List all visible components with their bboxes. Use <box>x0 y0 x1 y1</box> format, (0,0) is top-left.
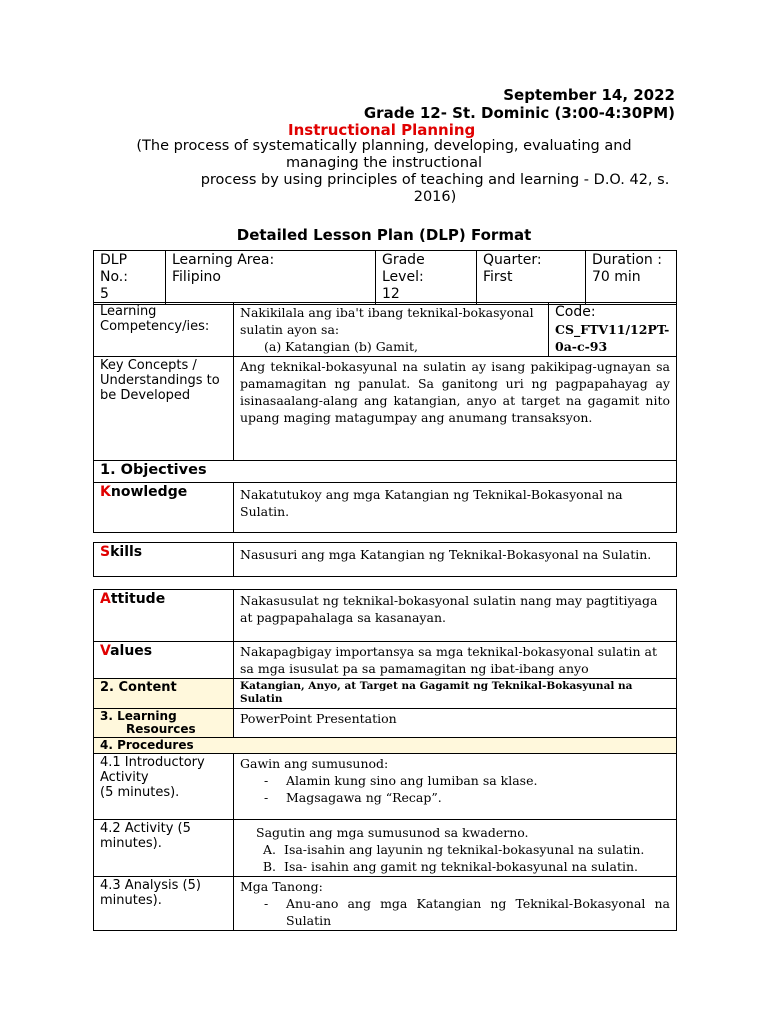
skills-rest: kills <box>110 544 143 560</box>
key-concepts-label: Key Concepts / Understandings to be Developed <box>94 357 234 461</box>
dlp-title: Detailed Lesson Plan (DLP) Format <box>236 226 532 244</box>
skills-text: Nasusuri ang mga Katangian ng Teknikal-Bokasyonal na Sulatin. <box>234 543 677 577</box>
analysis-content <box>234 877 677 931</box>
dlp-no-label: DLP No.: <box>100 252 128 285</box>
learning-area-label: Learning Area: <box>172 252 275 268</box>
content-label: 2. Content <box>94 679 234 709</box>
knowledge-rest: nowledge <box>110 484 188 500</box>
resources-label <box>94 709 234 738</box>
dlp-info-table <box>93 250 677 305</box>
competency-cell <box>234 303 549 357</box>
duration-value: 70 min <box>592 269 641 285</box>
duration-label: Duration : <box>592 252 662 268</box>
values-first-letter: V <box>100 643 111 659</box>
description-text-1: (The process of systematically planning, developing, evaluating and managing the instructional <box>136 138 632 171</box>
grade-section: Grade 12- St. Dominic (3:00-4:30PM) <box>363 104 675 122</box>
intro-minutes: (5 minutes). <box>100 785 180 800</box>
quarter-label: Quarter: <box>483 252 542 268</box>
content-text: Katangian, Anyo, at Target na Gagamit ng Teknikal-Bokasyunal na Sulatin <box>234 679 677 709</box>
attitude-label <box>94 590 234 642</box>
intro-list <box>240 772 670 806</box>
intro-lead: Gawin ang sumusunod: <box>240 756 389 771</box>
list-item: - Anu-ano ang mga Katangian ng Teknikal-Bokasyonal na Sulatin <box>260 895 670 929</box>
learning-area-cell <box>166 251 376 305</box>
learning-area-value: Filipino <box>172 269 221 285</box>
resources-text: PowerPoint Presentation <box>234 709 677 738</box>
quarter-cell <box>477 251 586 305</box>
list-item: B. Isa- isahin ang gamit ng teknikal-bokasyunal na sulatin. <box>280 858 670 875</box>
list-item: A. Isa-isahin ang layunin ng teknikal-bokasyunal na sulatin. <box>280 841 670 858</box>
competency-table <box>93 302 677 533</box>
objectives-heading: 1. Objectives <box>94 461 677 483</box>
quarter-value: First <box>483 269 513 285</box>
code-label: Code: <box>555 304 596 320</box>
procedures-label: 4. Procedures <box>94 738 677 754</box>
skills-table <box>93 542 677 577</box>
activity-label: 4.2 Activity (5 minutes). <box>94 820 234 877</box>
resources-label-1: 3. Learning <box>100 709 177 723</box>
attitude-text: Nakasusulat ng teknikal-bokasyonal sulatin nang may pagtitiyaga at pagpapahalaga sa kasanayan. <box>234 590 677 642</box>
intro-content <box>234 754 677 820</box>
instructional-planning-title: Instructional Planning <box>288 121 476 139</box>
grade-level-label: Grade Level: <box>382 252 425 285</box>
lesson-table <box>93 589 677 931</box>
code-cell <box>549 303 677 357</box>
skills-first-letter: S <box>100 544 111 560</box>
values-rest: alues <box>110 643 153 659</box>
grade-level-cell <box>376 251 477 305</box>
competency-label: Learning Competency/ies: <box>94 303 234 357</box>
duration-cell <box>586 251 677 305</box>
code-value: CS_FTV11/12PT-0a-c-93 <box>555 322 670 354</box>
intro-label-cell <box>94 754 234 820</box>
knowledge-label <box>94 483 234 533</box>
resources-label-2: Resources <box>126 722 196 736</box>
values-text: Nakapagbigay importansya sa mga teknikal-bokasyonal sulatin at sa mga isusulat pa sa pamamagitan ng ibat-ibang anyo <box>234 642 677 679</box>
intro-label: 4.1 Introductory Activity <box>100 755 205 785</box>
attitude-rest: ttitude <box>110 591 166 607</box>
analysis-label: 4.3 Analysis (5) minutes). <box>94 877 234 931</box>
date: September 14, 2022 <box>503 86 675 104</box>
key-concepts-text: Ang teknikal-bokasyunal na sulatin ay isang pakikipag-ugnayan sa pamamagitan ng panulat. Sa ganitong uri ng pagpapahayag ay isinasaalang-alang ang katangian, anyo at target na gagamit nito upang maging matagumpay ang anumang transaksyon. <box>234 357 677 461</box>
dlp-no-cell <box>94 251 166 305</box>
competency-text: Nakikilala ang iba't ibang teknikal-bokasyonal sulatin ayon sa: <box>240 305 534 337</box>
analysis-list <box>240 895 670 929</box>
list-item: - Magsagawa ng “Recap”. <box>260 789 670 806</box>
dlp-no-value: 5 <box>100 286 109 302</box>
activity-list <box>240 841 670 875</box>
grade-level-value: 12 <box>382 286 400 302</box>
activity-lead: Sagutin ang mga sumusunod sa kwaderno. <box>256 825 529 840</box>
description-line-1 <box>0 138 768 172</box>
attitude-first-letter: A <box>100 591 111 607</box>
knowledge-text: Nakatutukoy ang mga Katangian ng Teknikal-Bokasyonal na Sulatin. <box>234 483 677 533</box>
knowledge-first-letter: K <box>100 484 111 500</box>
description-line-2: process by using principles of teaching and learning - D.O. 42, s. 2016) <box>200 172 670 205</box>
activity-content <box>234 820 677 877</box>
analysis-lead: Mga Tanong: <box>240 879 323 894</box>
skills-label <box>94 543 234 577</box>
competency-sub: (a) Katangian (b) Gamit, <box>264 339 418 354</box>
values-label <box>94 642 234 679</box>
list-item: - Alamin kung sino ang lumiban sa klase. <box>260 772 670 789</box>
